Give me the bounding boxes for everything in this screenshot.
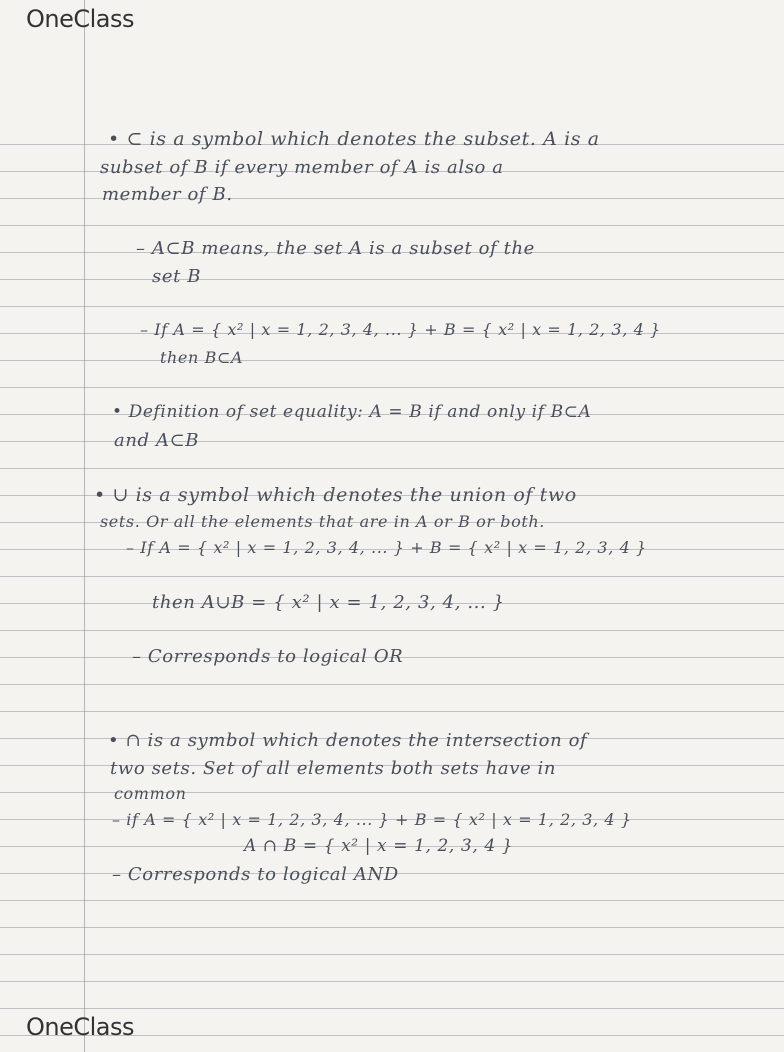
union-line-2: sets. Or all the elements that are in A or B or both. [100, 512, 545, 531]
intersection-example-3: – Corresponds to logical AND [112, 864, 399, 885]
subset-example-1-line-1: – A⊂B means, the set A is a subset of the [136, 238, 535, 259]
intersection-example-1: – if A = { x² | x = 1, 2, 3, 4, ... } + B = { x² | x = 1, 2, 3, 4 } [112, 810, 632, 829]
intersection-line-2: two sets. Set of all elements both sets have in [110, 758, 557, 779]
subset-line-1: • ⊂ is a symbol which denotes the subset. A is a [108, 128, 600, 150]
oneclass-logo-bottom: OneClass [26, 1013, 135, 1041]
subset-line-3: member of B. [102, 184, 233, 205]
intersection-example-2: A ∩ B = { x² | x = 1, 2, 3, 4 } [244, 836, 514, 856]
margin-line [84, 0, 85, 1052]
union-example-1: – If A = { x² | x = 1, 2, 3, 4, ... } + B = { x² | x = 1, 2, 3, 4 } [126, 538, 647, 557]
union-example-2: then A∪B = { x² | x = 1, 2, 3, 4, ... } [152, 592, 505, 613]
intersection-line-3: common [114, 784, 187, 803]
union-example-3: – Corresponds to logical OR [132, 646, 404, 667]
subset-line-2: subset of B if every member of A is also a [100, 157, 504, 178]
equality-line-1: • Definition of set equality: A = B if and only if B⊂A [112, 402, 592, 422]
subset-example-2-line-2: then B⊂A [160, 348, 244, 367]
subset-example-1-line-2: set B [152, 266, 202, 287]
subset-example-2-line-1: – If A = { x² | x = 1, 2, 3, 4, ... } + B = { x² | x = 1, 2, 3, 4 } [140, 320, 661, 339]
intersection-line-1: • ∩ is a symbol which denotes the intersection of [108, 730, 588, 751]
union-line-1: • ∪ is a symbol which denotes the union of two [94, 484, 577, 506]
oneclass-logo-top: OneClass [26, 5, 135, 33]
equality-line-2: and A⊂B [114, 430, 200, 451]
